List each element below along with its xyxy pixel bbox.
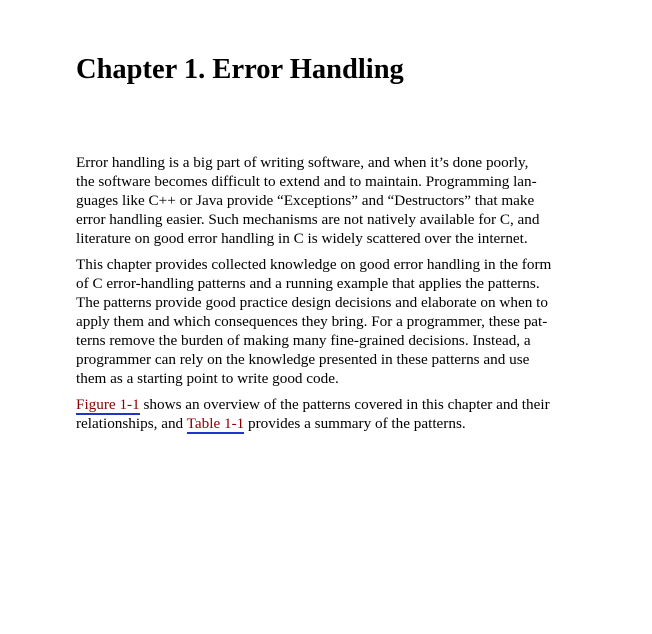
text-line: This chapter provides collected knowledge on good error handling in the form: [76, 256, 552, 273]
chapter-body: [76, 153, 586, 440]
text-line: of C error-handling patterns and a running example that applies the patterns.: [76, 275, 540, 292]
paragraph-intro: [76, 153, 586, 248]
text-line: [76, 395, 586, 414]
text-run: shows an overview of the patterns covered in this chapter and their: [139, 396, 550, 413]
text-line: Error handling is a big part of writing software, and when it’s done poorly,: [76, 154, 529, 171]
text-line: [76, 414, 586, 433]
text-line: error handling easier. Such mechanisms are not natively available for C, and: [76, 211, 540, 228]
text-line: apply them and which consequences they bring. For a programmer, these pat‐: [76, 313, 548, 330]
paragraph-references: [76, 395, 586, 433]
text-line: terns remove the burden of making many fine-grained decisions. Instead, a: [76, 332, 531, 349]
figure-1-1-link[interactable]: Figure 1-1: [76, 396, 140, 413]
text-line: the software becomes difficult to extend and to maintain. Programming lan‐: [76, 173, 537, 190]
chapter-title: Chapter 1. Error Handling: [76, 54, 404, 85]
text-line: programmer can rely on the knowledge presented in these patterns and use: [76, 351, 530, 368]
text-line: guages like C++ or Java provide “Exceptions” and “Destructors” that make: [76, 192, 535, 209]
text-run: provides a summary of the patterns.: [244, 415, 466, 432]
table-1-1-link[interactable]: Table 1-1: [186, 415, 245, 432]
text-line: them as a starting point to write good code.: [76, 370, 339, 387]
text-run: relationships, and: [76, 415, 187, 432]
text-line: literature on good error handling in C is widely scattered over the internet.: [76, 230, 528, 247]
paragraph-chapter-overview: [76, 255, 586, 388]
text-line: The patterns provide good practice design decisions and elaborate on when to: [76, 294, 548, 311]
